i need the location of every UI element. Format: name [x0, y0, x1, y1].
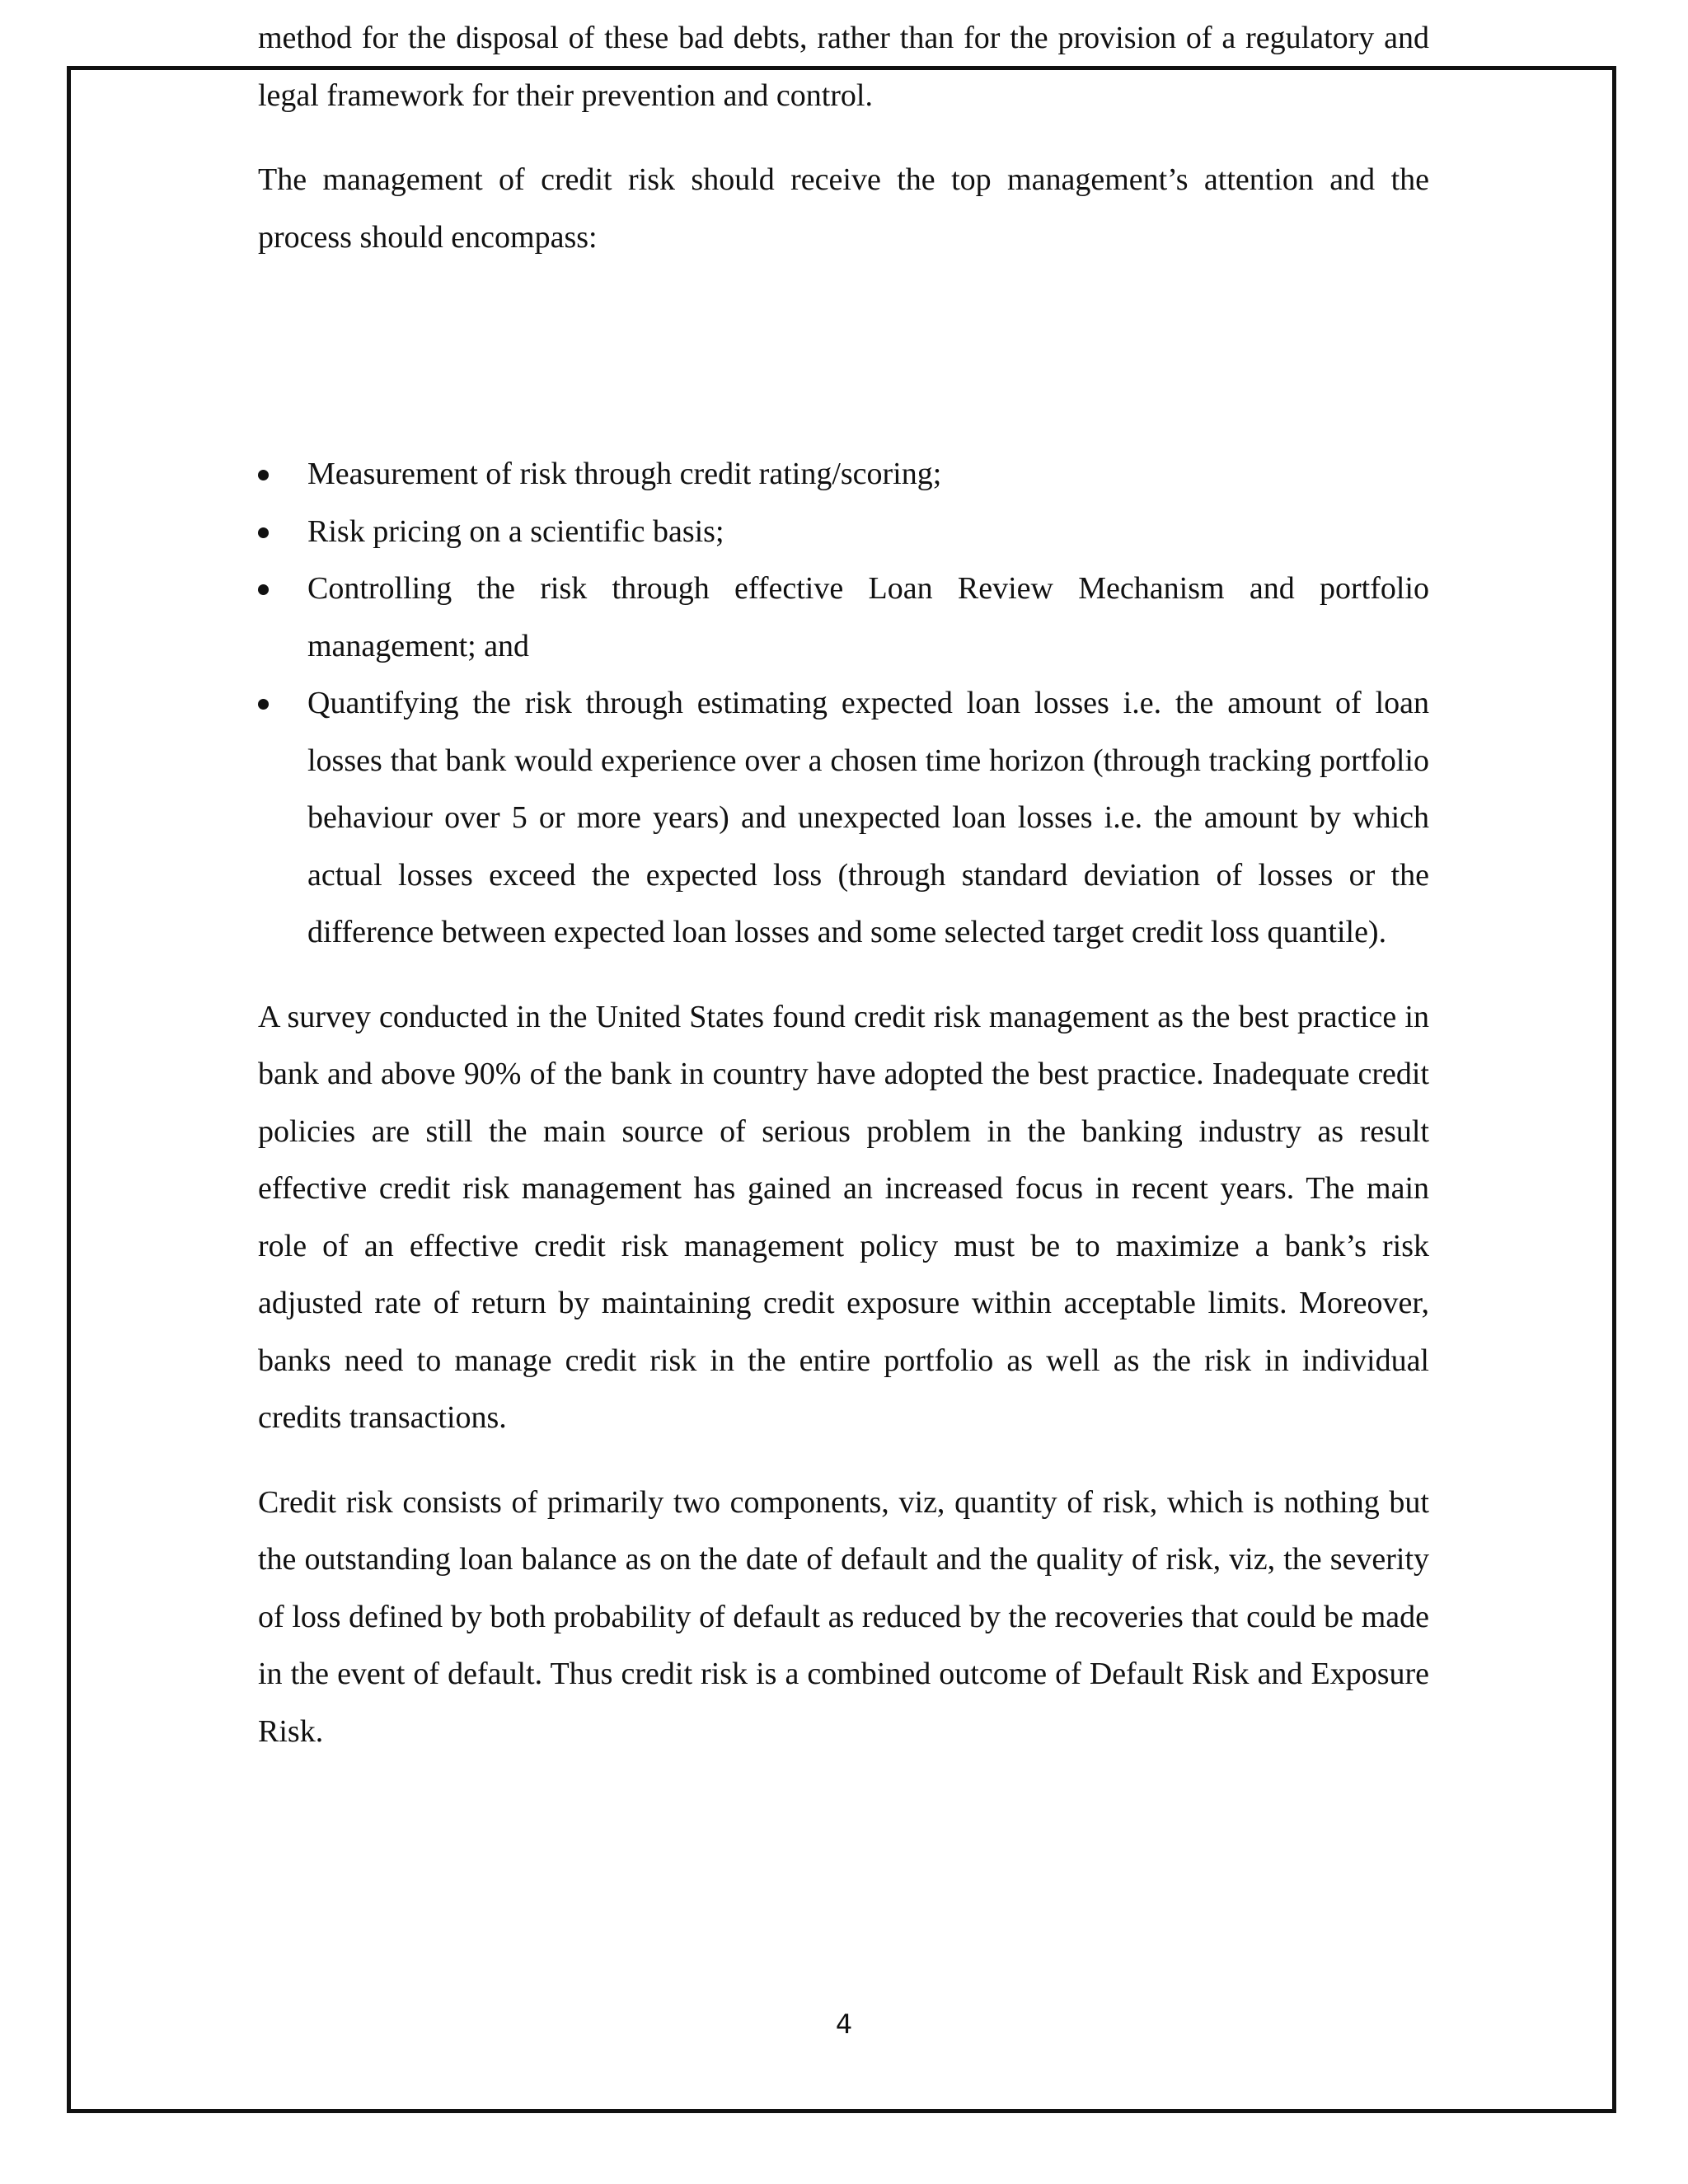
bullet-icon — [258, 699, 269, 710]
list-item — [258, 560, 1429, 675]
list-item-text: Controlling the risk through effective Loan Review Mechanism and portfolio management; and — [307, 571, 1429, 663]
list-item-text: Quantifying the risk through estimating expected loan losses i.e. the amount of loan losses that bank would experience over a chosen time horizon (through tracking portfolio behaviour over 5 or more years) and unexpected loan losses i.e. the amount by which actual losses exceed the expected loss (through standard deviation of losses or the difference between expected loan losses and some selected target credit loss quantile). — [307, 686, 1429, 949]
list-item — [258, 504, 1429, 561]
page-number: 4 — [835, 2008, 853, 2040]
components-paragraph: Credit risk consists of primarily two components, viz, quantity of risk, which is nothing but the outstanding loan balance as on the date of default and the quality of risk, viz, the severity of loss defined by both probability of default as reduced by the recoveries that could be made in the event of default. Thus credit risk is a combined outcome of Default Risk and Exposure Risk. — [258, 1484, 1429, 1749]
list-item-text: Risk pricing on a scientific basis; — [307, 513, 724, 549]
bullet-icon — [258, 584, 269, 595]
bullet-icon — [258, 470, 269, 480]
survey-paragraph: A survey conducted in the United States found credit risk management as the best practice in bank and above 90% of the bank in country have adopted the best practice. Inadequate credit policies are still the main source of serious problem in the banking industry as result effective credit risk management has gained an increased focus in recent years. The main role of an effective credit risk management policy must be to maximize a bank’s risk adjusted rate of return by maintaining credit exposure within acceptable limits. Moreover, banks need to manage credit risk in the entire portfolio as well as the risk in individual credits transactions. — [258, 999, 1429, 1435]
list-item — [258, 675, 1429, 962]
paragraph-spacer — [258, 962, 1429, 989]
list-item — [258, 446, 1429, 504]
list-item-text: Measurement of risk through credit rating/scoring; — [307, 457, 942, 491]
document-body — [258, 10, 1429, 1760]
bullet-list — [258, 446, 1429, 962]
bullet-icon — [258, 527, 269, 538]
intro-paragraph: The management of credit risk should receive the top management’s attention and the process should encompass: — [258, 162, 1429, 255]
blank-space — [258, 266, 1429, 446]
continued-paragraph: method for the disposal of these bad debts, rather than for the provision of a regulatory and legal framework for their prevention and control. — [258, 21, 1429, 113]
paragraph-spacer — [258, 124, 1429, 152]
paragraph-spacer — [258, 1447, 1429, 1474]
